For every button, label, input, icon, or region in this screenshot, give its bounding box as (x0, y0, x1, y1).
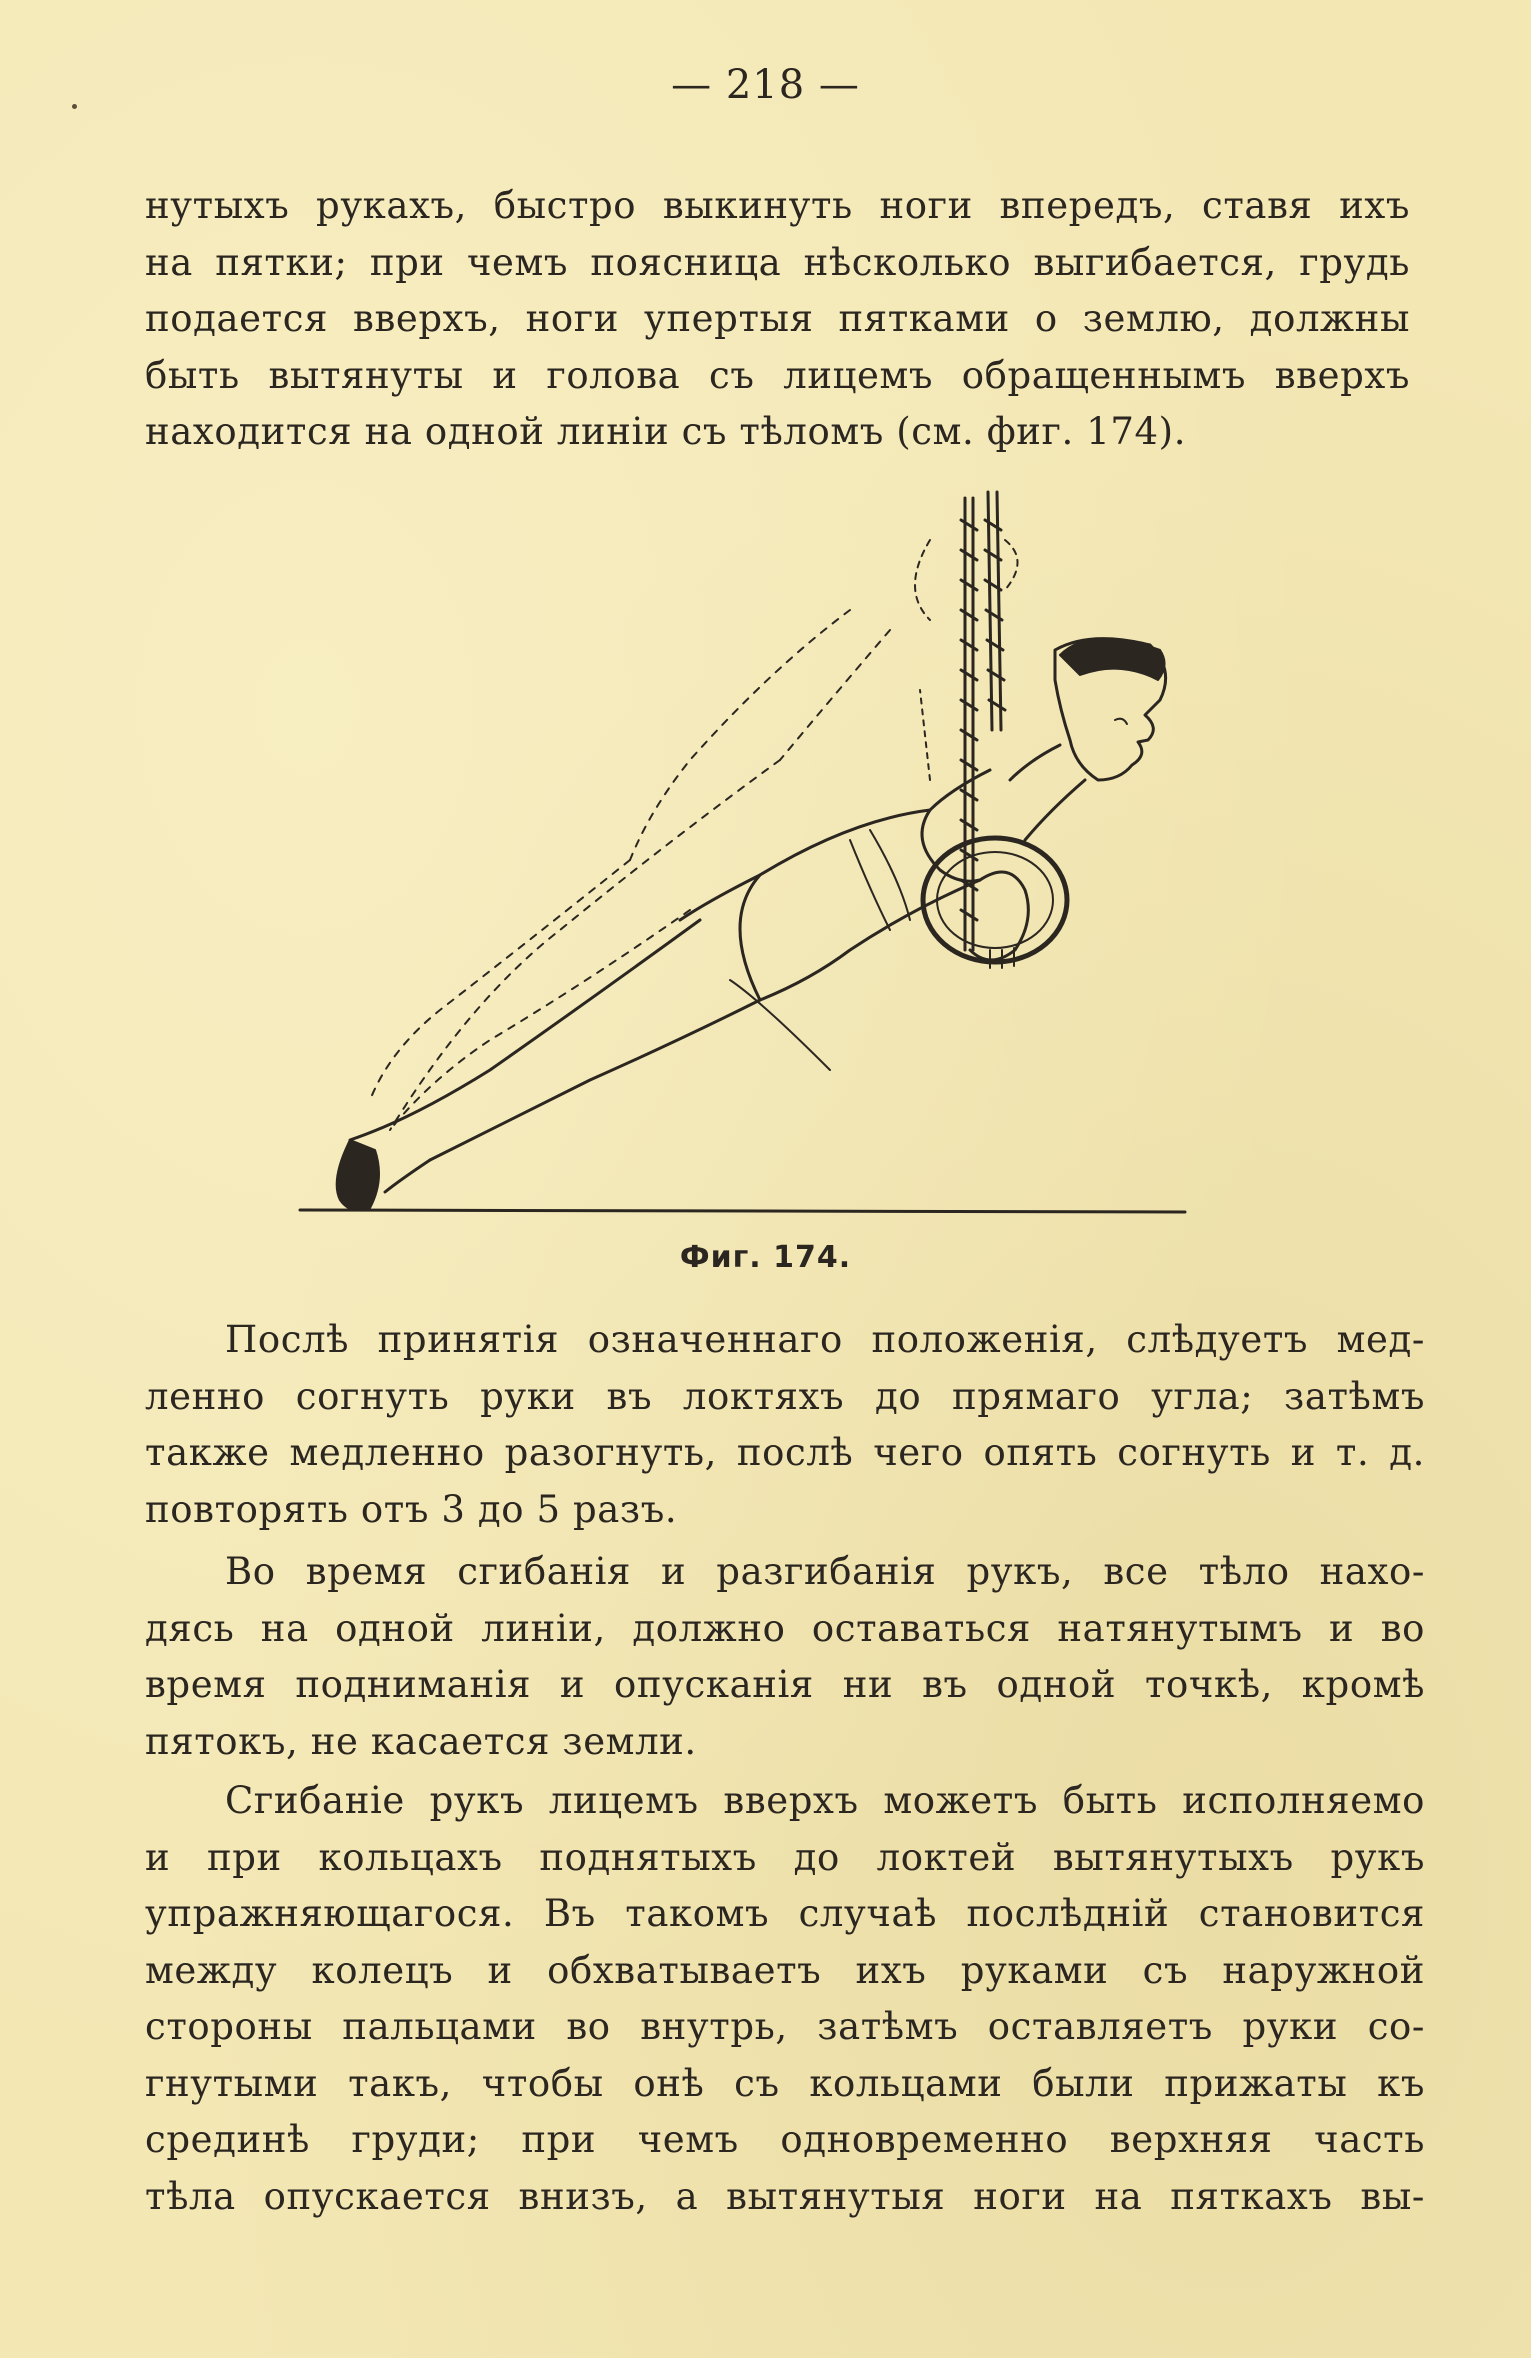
paragraph-line: ленно согнуть руки въ локтяхъ до прямаго угла; затѣмъ (145, 1374, 1425, 1418)
paragraph-line: Во время сгибанія и разгибанія рукъ, все тѣло нахо- (225, 1550, 1425, 1593)
paragraph-line: находится на одной линіи съ тѣломъ (см. фиг. 174). (145, 410, 1187, 453)
paragraph-line: гнутыми такъ, чтобы онѣ съ кольцами были прижаты къ (145, 2061, 1425, 2105)
paragraph-line: также медленно разогнуть, послѣ чего опять согнуть и т. д. (145, 1431, 1425, 1474)
gymnast-legs (350, 920, 700, 1140)
figure-174-illustration (290, 480, 1210, 1240)
paragraph-1 (145, 178, 1410, 461)
gymnast-feet (337, 1140, 379, 1210)
paragraph-line: тѣла опускается внизъ, а вытянутыя ноги на пяткахъ вы- (145, 2174, 1425, 2218)
paragraph-line: время подниманія и опусканія ни въ одной точкѣ, кромѣ (145, 1663, 1425, 1706)
paragraph-line: на пятки; при чемъ поясница нѣсколько выгибается, грудь (145, 240, 1410, 284)
paragraph-line: стороны пальцами во внутрь, затѣмъ оставляетъ руки со- (145, 2005, 1425, 2048)
paragraph-line: срединѣ груди; при чемъ одновременно верхняя часть (145, 2118, 1425, 2161)
paragraph-line: подается вверхъ, ноги упертыя пятками о землю, должны (145, 297, 1410, 340)
paragraph-line: Послѣ принятія означеннаго положенія, слѣдуетъ мед- (225, 1318, 1425, 1361)
paragraph-line: Сгибаніе рукъ лицемъ вверхъ можетъ быть исполняемо (225, 1779, 1425, 1822)
paragraph-line: дясь на одной линіи, должно оставаться натянутымъ и во (145, 1606, 1425, 1650)
paragraph-line: между колецъ и обхватываетъ ихъ руками съ наружной (145, 1948, 1425, 1992)
ring-chain-right (985, 492, 1005, 730)
paragraph-3 (145, 1544, 1425, 1770)
gymnastic-ring (923, 838, 1067, 962)
figure-caption: Фиг. 174. (679, 1240, 852, 1275)
gymnast-torso (680, 810, 930, 920)
paragraph-line: пятокъ, не касается земли. (145, 1719, 697, 1763)
paragraph-line: быть вытянуты и голова съ лицемъ обращеннымъ вверхъ (145, 353, 1410, 397)
page-number: — 218 — (671, 62, 860, 108)
gymnast-on-rings-drawing (290, 480, 1210, 1240)
paragraph-line: повторять отъ 3 до 5 разъ. (145, 1487, 678, 1531)
paragraph-4 (145, 1773, 1425, 2225)
paragraph-line: нутыхъ рукахъ, быстро выкинуть ноги впередъ, ставя ихъ (145, 184, 1410, 227)
paragraph-line: и при кольцахъ поднятыхъ до локтей вытянутыхъ рукъ (145, 1835, 1425, 1879)
ground-line (300, 1210, 1185, 1212)
paragraph-line: упражняющагося. Въ такомъ случаѣ послѣдній становится (145, 1892, 1425, 1935)
paragraph-2 (145, 1312, 1425, 1538)
